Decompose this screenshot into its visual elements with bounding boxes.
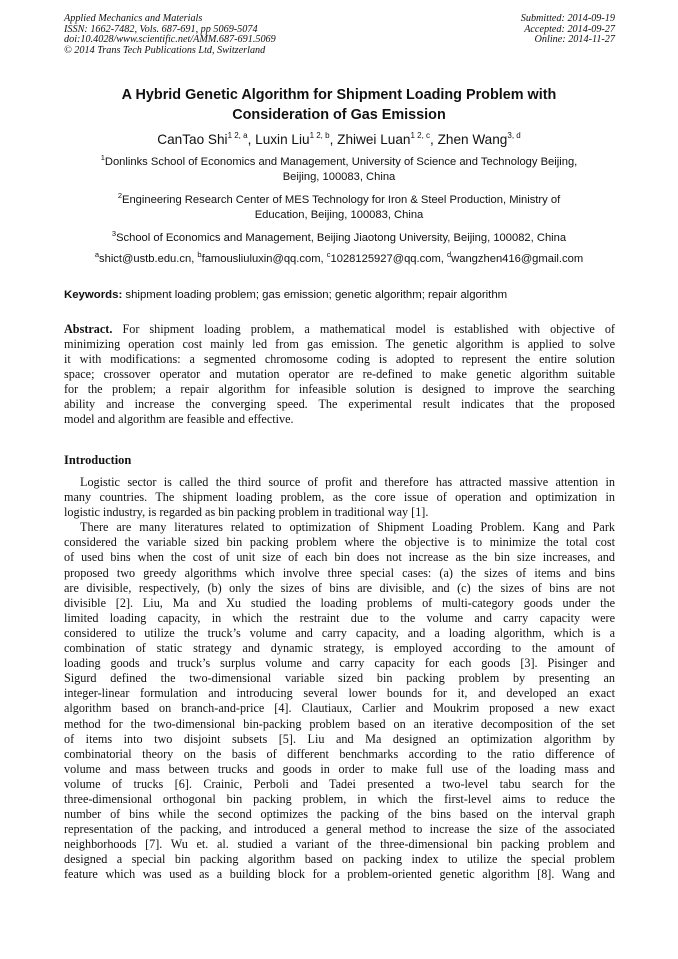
body-line: loading goods and truck’s surplus volume and carry capacity for each goods [3]. Pisinger and <box>64 656 615 671</box>
journal-header <box>64 14 276 56</box>
affiliation-text: Education, Beijing, 100083, China <box>254 208 424 221</box>
body-line: many countries. The shipment loading problem, as the core issue of operation and optimization in <box>64 490 615 505</box>
body-line: of used bins when the cost of unit size of each bin does not increase as the bin size increases, and <box>64 550 615 565</box>
author-separator: , <box>430 132 438 147</box>
journal-name: Applied Mechanics and Materials <box>64 13 203 24</box>
author-name: Luxin Liu <box>255 132 310 147</box>
body-line: volume of trucks [6]. Crainic, Perboli and Tadei presented a two-level tabu search for the <box>64 776 615 791</box>
abstract-line: ability and increase the converging speed. The experimental result indicates that the proposed <box>64 397 615 411</box>
body-line: algorithm based on branch-and-price [4]. Clautiaux, Carlier and Moukrim proposed a new exact <box>64 701 615 716</box>
body-line: volume and mass between trucks and goods in order to make full use of the loading mass and <box>64 761 615 776</box>
abstract-line: For shipment loading problem, a mathematical model is established with objective of <box>112 322 615 336</box>
introduction-body <box>64 475 615 883</box>
submitted-date: Submitted: 2014-09-19 <box>520 13 615 24</box>
body-line: There are many literatures related to optimization of Shipment Loading Problem. Kang and Park <box>80 520 615 535</box>
email-text[interactable]: shict@ustb.edu.cn, <box>99 253 198 265</box>
affiliation-text: Beijing, 100083, China <box>282 170 396 183</box>
doi-line: doi:10.4028/www.scientific.net/AMM.687-691.5069 <box>64 34 276 46</box>
body-line: considered the variable sized bin packing problem where the objective is to minimize the total cost <box>64 535 615 550</box>
body-line: considered to utilize the truck’s volume and carry capacity, and a loading algorithm, which is a <box>64 625 615 640</box>
paper-title <box>64 86 614 125</box>
author-sup: 3, d <box>507 131 521 140</box>
body-line: method for the two-dimensional bin-packing problem based on an iterative decomposition of the set <box>64 716 615 731</box>
title-line-1: A Hybrid Genetic Algorithm for Shipment Loading Problem with <box>121 87 557 103</box>
title-line-2: Consideration of Gas Emission <box>232 106 446 123</box>
email-text[interactable]: famousliuluxin@qq.com, <box>201 253 327 265</box>
body-line: proposed two greedy algorithms which involve three special cases: (a) the sizes of items and bins <box>64 565 615 580</box>
email-sup: d <box>446 250 452 259</box>
online-date: Online: 2014-11-27 <box>534 34 615 46</box>
abstract-label: Abstract. <box>64 322 113 336</box>
body-line: divisible [2]. Liu, Ma and Xu studied the loading problems of multi-category goods under the <box>64 595 615 610</box>
abstract-line: space; crossover operator and mutation operator are re-defined to make genetic algorithm suitable <box>64 367 615 381</box>
author-sup: 1 2, b <box>309 131 330 140</box>
body-line: Sigurd defined the two-dimensional variable sized bin packing problem by presenting an <box>64 671 615 686</box>
body-line: neighborhoods [7]. Wu et. al. studied a variant of the three-dimensional bin packing problem and <box>64 837 615 852</box>
affiliation-sup: 2 <box>117 191 122 200</box>
body-line: designed a special bin packing algorithm based on packing index to utilize the special problem <box>64 852 615 867</box>
author-sup: 1 2, c <box>410 131 431 140</box>
body-line: limited loading capacity, in which the restraint due to the volume and carry capacity were <box>64 610 615 625</box>
affiliation-2 <box>64 193 614 223</box>
email-text[interactable]: 1028125927@qq.com, <box>330 253 447 265</box>
body-line: Logistic sector is called the third source of profit and therefore has attracted massive attention in <box>80 475 615 489</box>
abstract-line: model and algorithm are feasible and effective. <box>64 412 294 426</box>
body-line: of items into two disjoint subsets [5]. Liu and Ma designed an optimization algorithm by <box>64 731 615 746</box>
affiliation-3 <box>64 231 614 246</box>
body-line: are divisible, respectively, (b) only the sizes of bins are divisible, and (c) the sizes of bins are not <box>64 580 615 595</box>
dates-header <box>521 14 615 46</box>
author-sup: 1 2, a <box>227 131 248 140</box>
author-list <box>64 131 614 149</box>
issn-line: ISSN: 1662-7482, Vols. 687-691, pp 5069-5074 <box>64 23 258 35</box>
email-sup: c <box>326 250 331 259</box>
keywords-label: Keywords: <box>64 289 123 301</box>
affiliation-sup: 3 <box>111 229 117 238</box>
affiliation-text: Engineering Research Center of MES Technology for Iron & Steel Production, Ministry of <box>121 194 561 206</box>
affiliation-text: Donlinks School of Economics and Management, University of Science and Technology Beijing, <box>104 156 578 168</box>
email-text[interactable]: wangzhen416@gmail.com <box>451 253 584 265</box>
body-line: logistic industry, is regarded as bin packing problem in traditional way [1]. <box>64 505 429 520</box>
body-line: integer-linear formulation and introducing several lower bounds for it, and developed an exact <box>64 686 615 701</box>
email-sup: b <box>197 250 202 259</box>
body-line: feature which was used as a building block for a problem-oriented genetic algorithm [8]. Wang and <box>64 867 615 882</box>
body-line: three-dimensional orthogonal bin packing problem, in which the first-level aims to reduce the <box>64 791 615 806</box>
author-separator: , <box>329 132 338 147</box>
body-line: combinatorial theory on the basis of different benchmarks according to the ratio difference of <box>64 746 615 761</box>
author-name: Zhen Wang <box>437 132 508 147</box>
abstract-line: minimizing operation cost mainly led from gas emission. The genetic algorithm is applied to solve <box>64 337 615 351</box>
author-emails <box>64 252 614 267</box>
keywords-text: shipment loading problem; gas emission; genetic algorithm; repair algorithm <box>122 289 508 301</box>
copyright-line: © 2014 Trans Tech Publications Ltd, Switzerland <box>64 44 266 56</box>
abstract-line: for the problem; a repair algorithm for infeasible solution is designed to improve the searching <box>64 382 615 396</box>
accepted-date: Accepted: 2014-09-27 <box>524 23 615 35</box>
keywords-line <box>64 288 616 302</box>
body-line: number of bins while the second optimizes the packing of the bins based on the interval graph <box>64 807 615 822</box>
affiliation-text: School of Economics and Management, Beijing Jiaotong University, Beijing, 100082, China <box>116 232 567 244</box>
email-sup: a <box>94 250 99 259</box>
author-name: Zhiwei Luan <box>337 132 411 147</box>
section-heading-introduction: Introduction <box>64 453 132 467</box>
body-line: combination of static strategy and dynamic strategy, is employed according to the amount of <box>64 641 615 656</box>
author-name: CanTao Shi <box>157 132 228 147</box>
affiliation-sup: 1 <box>100 153 105 162</box>
affiliation-1 <box>64 155 614 185</box>
abstract-block <box>64 322 615 427</box>
abstract-line: it with modifications: a segmented chromosome coding is adopted to represent the entire solution <box>64 352 615 366</box>
author-separator: , <box>247 132 256 147</box>
body-line: representation of the packing, and introduced a general method to increase the size of the associated <box>64 822 615 837</box>
